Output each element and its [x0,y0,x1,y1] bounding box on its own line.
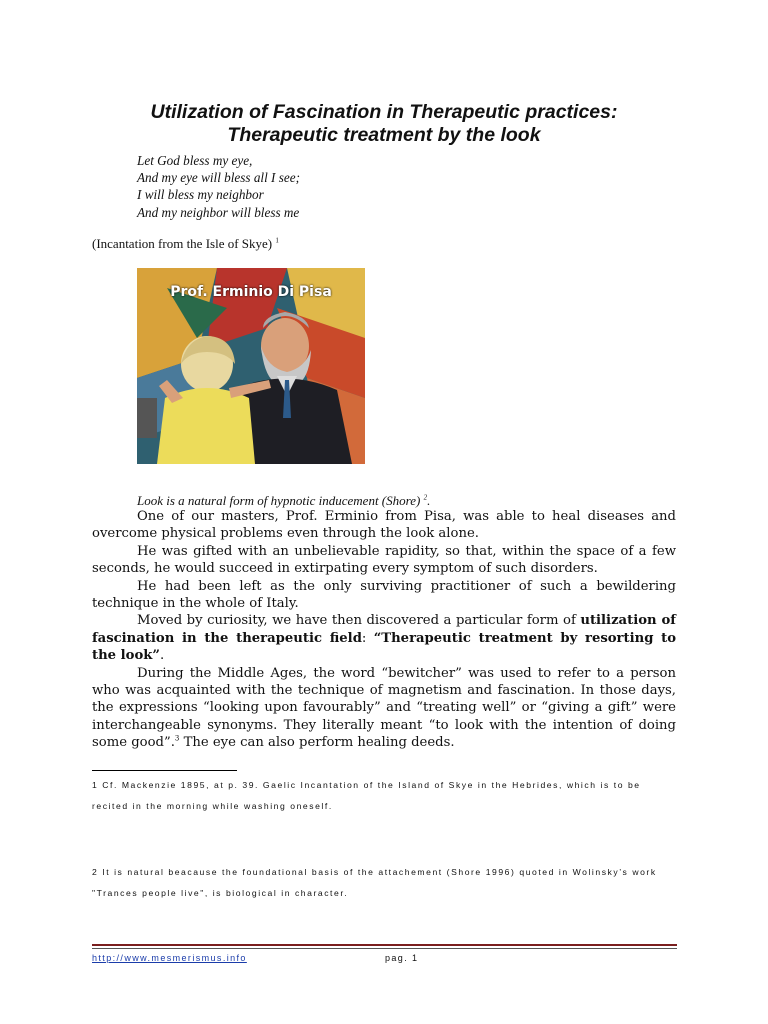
photo-prof-erminio [137,268,365,464]
title-line-2: Therapeutic treatment by the look [227,124,541,146]
emphasis-text: utilization of fascination in the therapeutic field [92,613,676,646]
incantation-text: (Incantation from the Isle of Skye) [92,236,273,251]
paragraph: He had been left as the only surviving practitioner of such a bewildering technique in the whole of Italy. [92,578,676,612]
incantation-source [92,236,279,252]
poem-line: I will bless my neighbor [137,187,264,203]
page-number: pag. 1 [385,953,419,963]
footnote-divider [92,770,237,771]
paragraph [92,612,676,664]
paragraph-text: Moved by curiosity, we have then discovered a particular form of [137,613,581,629]
paragraph [92,665,676,752]
paragraph-text: The eye can also perform healing deeds. [179,735,455,751]
body-text [92,508,676,752]
paragraph-text: . [160,648,165,664]
paragraph: One of our masters, Prof. Erminio from Pisa, was able to heal diseases and overcome physical problems even through the look alone. [92,509,676,542]
paragraph: He was gifted with an unbelievable rapidity, so that, within the space of a few seconds, he would succeed in extirpating every symptom of such disorders. [92,543,676,577]
document-title [90,101,678,147]
poem-line: And my neighbor will bless me [137,204,300,220]
website-link[interactable]: http://www.mesmerismus.info [92,953,247,963]
footnote-ref-3[interactable]: 3 [174,734,180,743]
photo-caption [137,493,430,509]
emphasis-text: “Therapeutic treatment by resorting to the look” [92,630,677,664]
paragraph-text: : [361,630,374,646]
paragraph-text: During the Middle Ages, the word “bewitcher” was used to refer to a person who was acquainted with the technique of magnetism and fascination. In those days, the expressions “looking upon favourably” and “treating well” or “giving a gift” were interchangeable synonyms. They literally meant “to look with the intention of doing some good”. [92,665,676,751]
poem-line: Let God bless my eye, [137,153,253,168]
poem-line: And my eye will bless all I see; [137,170,300,186]
footer-rule [92,944,677,946]
caption-end: . [427,493,431,508]
caption-text: Look is a natural form of hypnotic inducement (Shore) [137,493,421,508]
footnote-2: 2 It is natural beacause the foundational basis of the attachement (Shore 1996) quoted in Wolinsky’s work "Trances people live", is biological in character. [92,867,657,898]
title-line-1: Utilization of Fascination in Therapeutic practices: [150,101,618,123]
footnote-ref-1[interactable]: 1 [275,236,279,245]
footnote-1: 1 Cf. Mackenzie 1895, at p. 39. Gaelic Incantation of the Island of Skye in the Hebrides, which is to be recited in the morning while washing oneself. [92,780,641,811]
photo-overlay-text: Prof. Erminio Di Pisa [170,284,332,300]
footnote-ref-2[interactable]: 2 [423,493,428,502]
footer-rule-thin [92,948,677,949]
epigraph-poem [137,152,300,221]
